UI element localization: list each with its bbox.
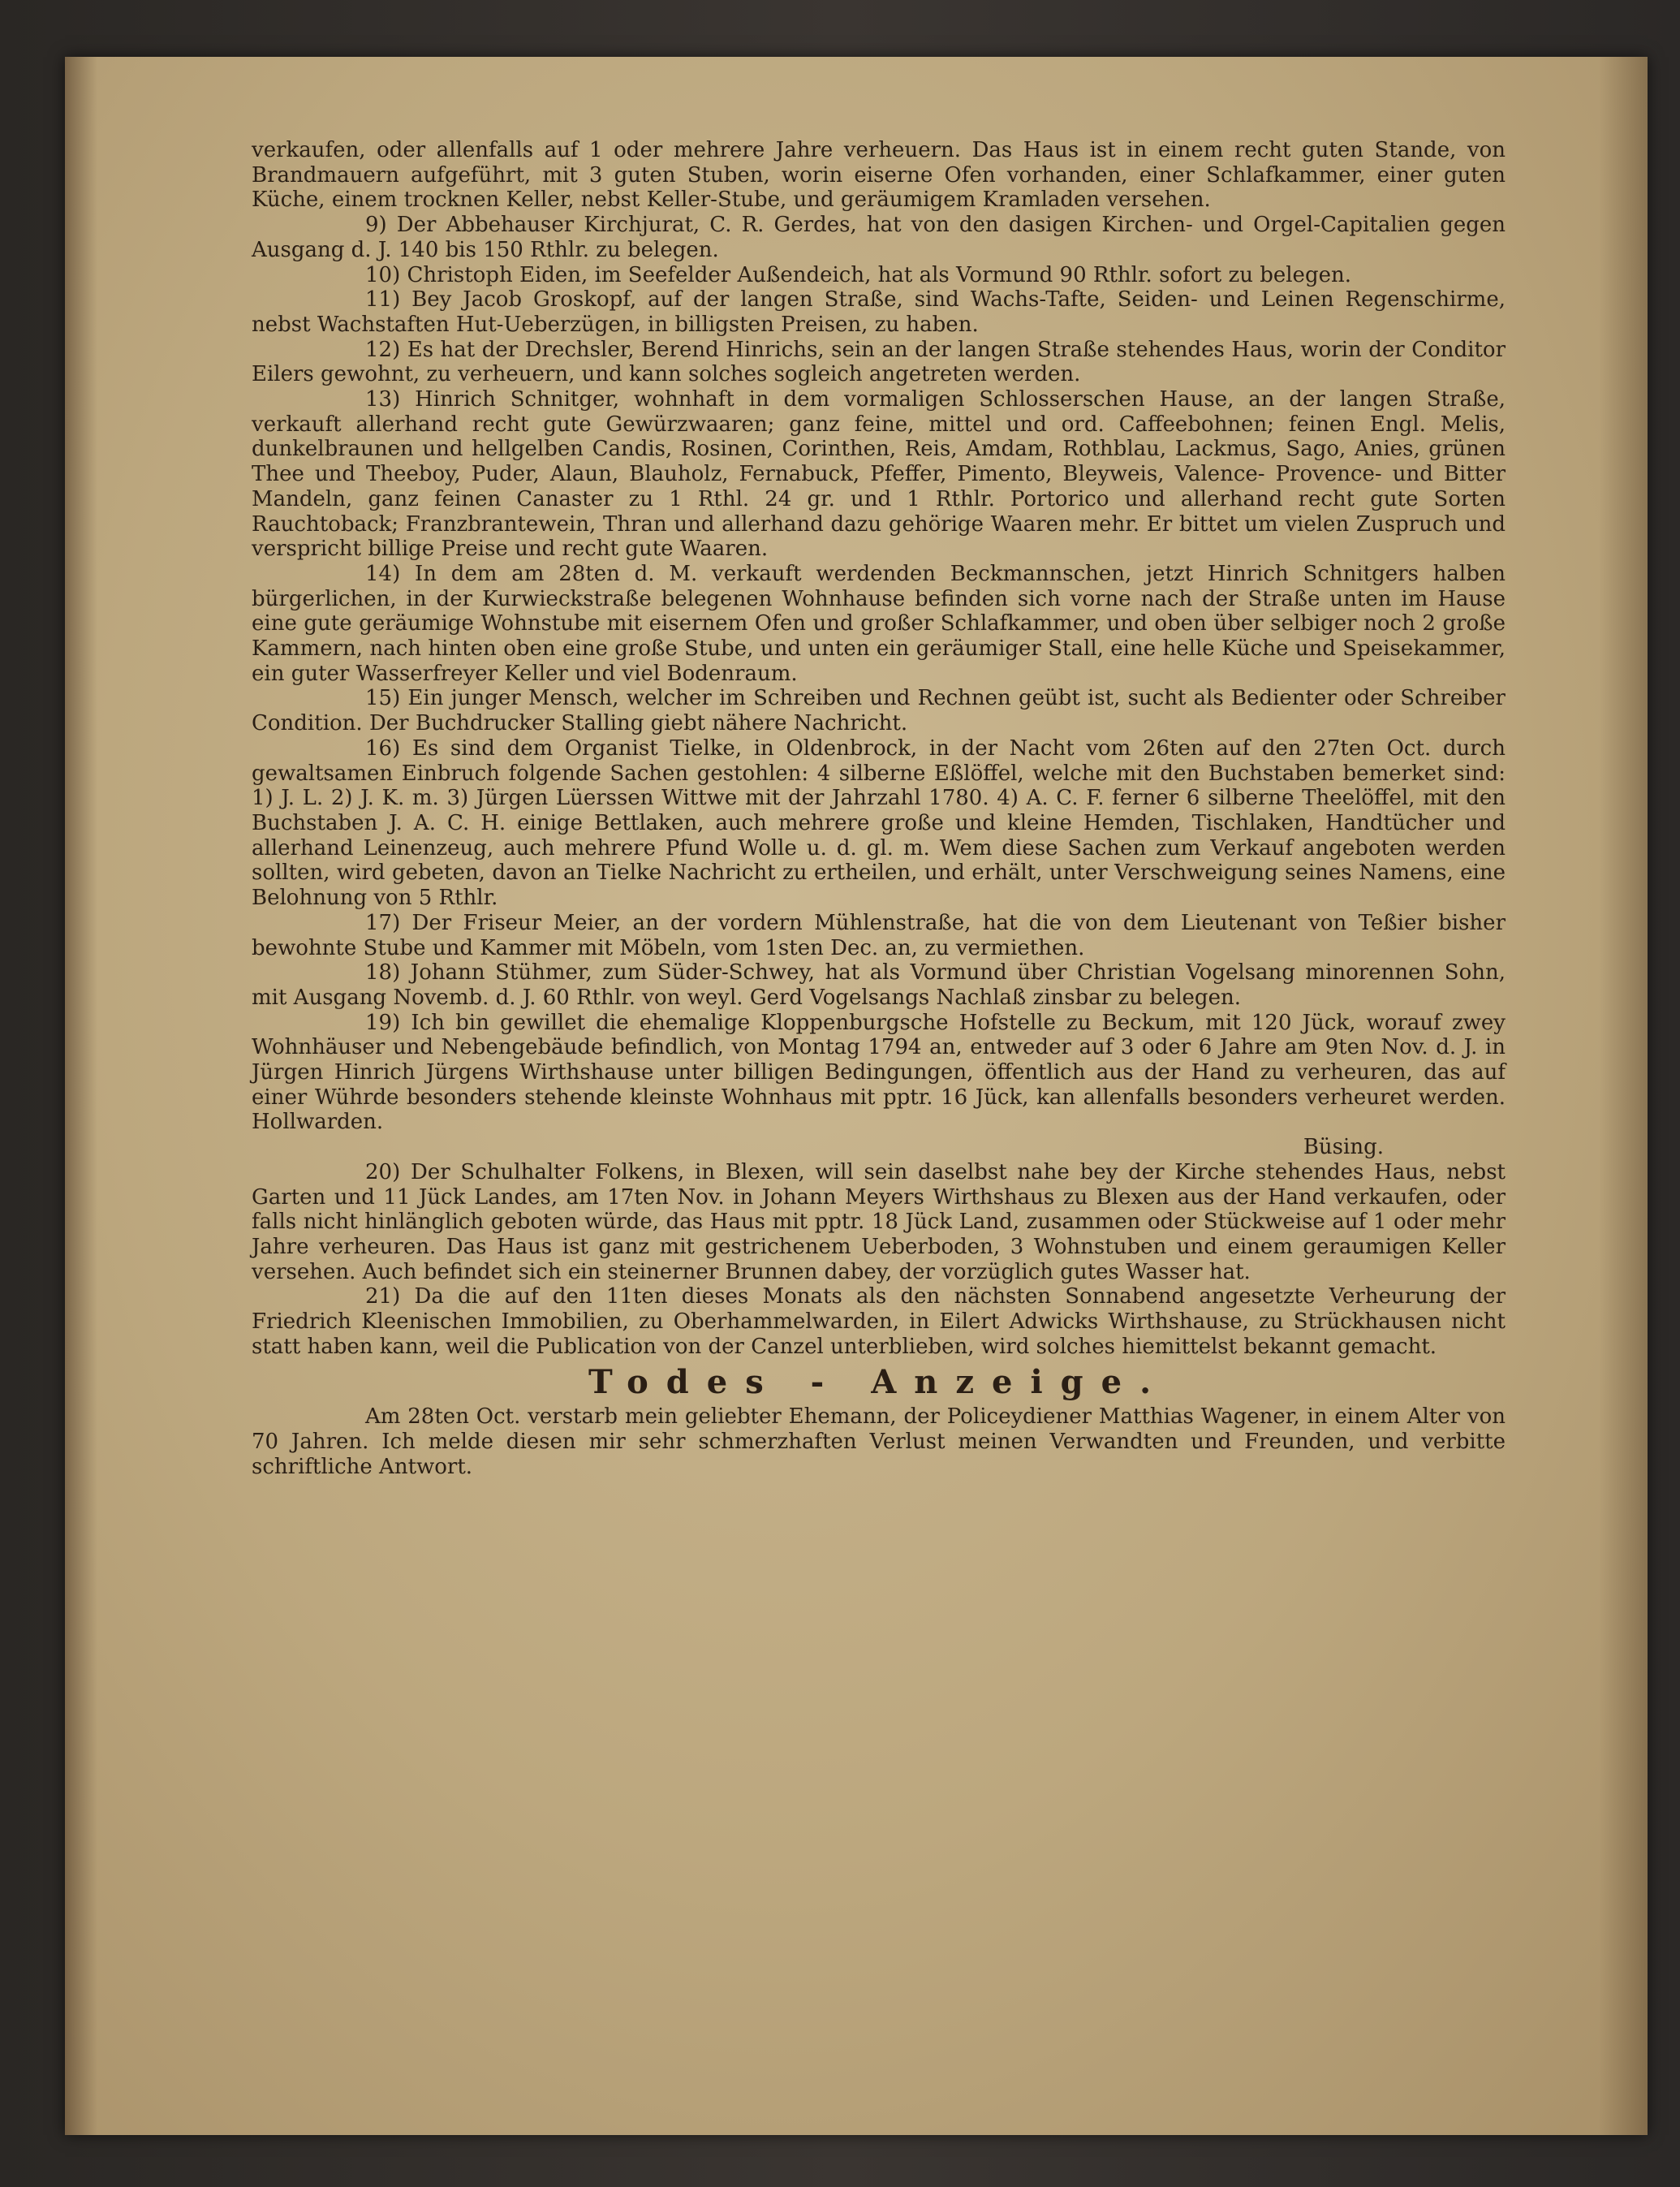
death-notice-heading: Todes - Anzeige.: [588, 1363, 1170, 1402]
notice-18: 18) Johann Stühmer, zum Süder-Schwey, hat als Vormund über Christian Vogelsang minorennen Sohn, mit Ausgang Novemb. d. J. 60 Rthlr. von weyl. Gerd Vogelsangs Nachlaß zinsbar zu belegen.: [252, 960, 1506, 1010]
notice-12: 12) Es hat der Drechsler, Berend Hinrichs, sein an der langen Straße stehendes Haus, worin der Conditor Eilers gewohnt, zu verheuern, und kann solches sogleich angetreten werden.: [252, 337, 1506, 387]
notice-19: 19) Ich bin gewillet die ehemalige Kloppenburgsche Hofstelle zu Beckum, mit 120 Jück, worauf zwey Wohnhäuser und Nebengebäude befindlich, von Montag 1794 an, entweder auf 3 oder 6 Jahre am 9ten Nov. d. J. in Jürgen Hinrich Jürgens Wirthshause unter billigen Bedingungen, öffentlich aus der Hand zu verheuren, das auf einer Wührde besonders stehende kleinste Wohnhaus mit pptr. 16 Jück, kan allenfalls besonders verheuret werden. Hollwarden.: [252, 1010, 1506, 1135]
paragraph-continued: verkaufen, oder allenfalls auf 1 oder mehrere Jahre verheuern. Das Haus ist in einem recht guten Stande, von Brandmauern aufgeführt, mit 3 guten Stuben, worin eiserne Ofen vorhanden, einer Schlafkammer, einer guten Küche, einem trocknen Keller, nebst Keller-Stube, und geräumigem Kramladen versehen.: [252, 138, 1506, 213]
page-spine-shadow: [65, 57, 97, 2135]
notice-9: 9) Der Abbehauser Kirchjurat, C. R. Gerdes, hat von den dasigen Kirchen- und Orgel-Capitalien gegen Ausgang d. J. 140 bis 150 Rthlr. zu belegen.: [252, 213, 1506, 262]
notice-19-signature: Büsing.: [1303, 1135, 1384, 1160]
notice-20: 20) Der Schulhalter Folkens, in Blexen, will sein daselbst nahe bey der Kirche stehendes Haus, nebst Garten und 11 Jück Landes, am 17ten Nov. in Johann Meyers Wirthshaus zu Blexen aus der Hand verkaufen, oder falls nicht hinlänglich geboten würde, das Haus mit pptr. 18 Jück Land, zusammen oder Stückweise auf 1 oder mehr Jahre verheuren. Das Haus ist ganz mit gestrichenem Ueberboden, 3 Wohnstuben und einem geraumigen Keller versehen. Auch befindet sich ein steinerner Brunnen dabey, der vorzüglich gutes Wasser hat.: [252, 1159, 1506, 1284]
page-edge-shadow: [1599, 57, 1648, 2135]
notice-17: 17) Der Friseur Meier, an der vordern Mühlenstraße, hat die von dem Lieutenant von Teßier bisher bewohnte Stube und Kammer mit Möbeln, vom 1sten Dec. an, zu vermiethen.: [252, 910, 1506, 960]
notice-15: 15) Ein junger Mensch, welcher im Schreiben und Rechnen geübt ist, sucht als Bedienter oder Schreiber Condition. Der Buchdrucker Stalling giebt nähere Nachricht.: [252, 686, 1506, 736]
page-text: [252, 138, 1506, 1480]
notice-14: 14) In dem am 28ten d. M. verkauft werdenden Beckmannschen, jetzt Hinrich Schnitgers halben bürgerlichen, in der Kurwieckstraße belegenen Wohnhause befinden sich vorne nach der Straße unten im Hause eine gute geräumige Wohnstube mit eisernem Ofen und großer Schlafkammer, und oben über selbiger noch 2 große Kammern, nach hinten oben eine große Stube, und unten ein geräumiger Stall, eine helle Küche und Speisekammer, ein guter Wasserfreyer Keller und viel Bodenraum.: [252, 561, 1506, 686]
notice-13: 13) Hinrich Schnitger, wohnhaft in dem vormaligen Schlosserschen Hause, an der langen Straße, verkauft allerhand recht gute Gewürzwaaren; ganz feine, mittel und ord. Caffeebohnen; feinen Engl. Melis, dunkelbraunen und hellgelben Candis, Rosinen, Corinthen, Reis, Amdam, Rothblau, Lackmus, Sago, Anies, grünen Thee und Theeboy, Puder, Alaun, Blauholz, Fernabuck, Pfeffer, Pimento, Bleyweis, Valence- Provence- und Bitter Mandeln, ganz feinen Canaster zu 1 Rthl. 24 gr. und 1 Rthlr. Portorico und allerhand recht gute Sorten Rauchtoback; Franzbrantewein, Thran und allerhand dazu gehörige Waaren mehr. Er bittet um vielen Zuspruch und verspricht billige Preise und recht gute Waaren.: [252, 387, 1506, 562]
notice-11: 11) Bey Jacob Groskopf, auf der langen Straße, sind Wachs-Tafte, Seiden- und Leinen Regenschirme, nebst Wachstaften Hut-Ueberzügen, in billigsten Preisen, zu haben.: [252, 287, 1506, 337]
notice-21: 21) Da die auf den 11ten dieses Monats als den nächsten Sonnabend angesetzte Verheurung der Friedrich Kleenischen Immobilien, zu Oberhammelwarden, in Eilert Adwicks Wirthshause, zu Strückhausen nicht statt haben kann, weil die Publication von der Canzel unterblieben, wird solches hiemittelst bekannt gemacht.: [252, 1284, 1506, 1359]
notice-16: 16) Es sind dem Organist Tielke, in Oldenbrock, in der Nacht vom 26ten auf den 27ten Oct. durch gewaltsamen Einbruch folgende Sachen gestohlen: 4 silberne Eßlöffel, welche mit den Buchstaben bemerket sind: 1) J. L. 2) J. K. m. 3) Jürgen Lüerssen Wittwe mit der Jahrzahl 1780. 4) A. C. F. ferner 6 silberne Theelöffel, mit den Buchstaben J. A. C. H. einige Bettlaken, auch mehrere große und kleine Hemden, Tischlaken, Handtücher und allerhand Leinenzeug, auch mehrere Pfund Wolle u. d. gl. m. Wem diese Sachen zum Verkauf angeboten werden sollten, wird gebeten, davon an Tielke Nachricht zu ertheilen, und erhält, unter Verschweigung seines Namens, eine Belohnung von 5 Rthlr.: [252, 735, 1506, 911]
notice-10: 10) Christoph Eiden, im Seefelder Außendeich, hat als Vormund 90 Rthlr. sofort zu belegen.: [365, 262, 1351, 287]
death-notice: Am 28ten Oct. verstarb mein geliebter Ehemann, der Policeydiener Matthias Wagener, in einem Alter von 70 Jahren. Ich melde diesen mir sehr schmerzhaften Verlust meinen Verwandten und Freunden, und verbitte schriftliche Antwort.: [252, 1404, 1506, 1479]
